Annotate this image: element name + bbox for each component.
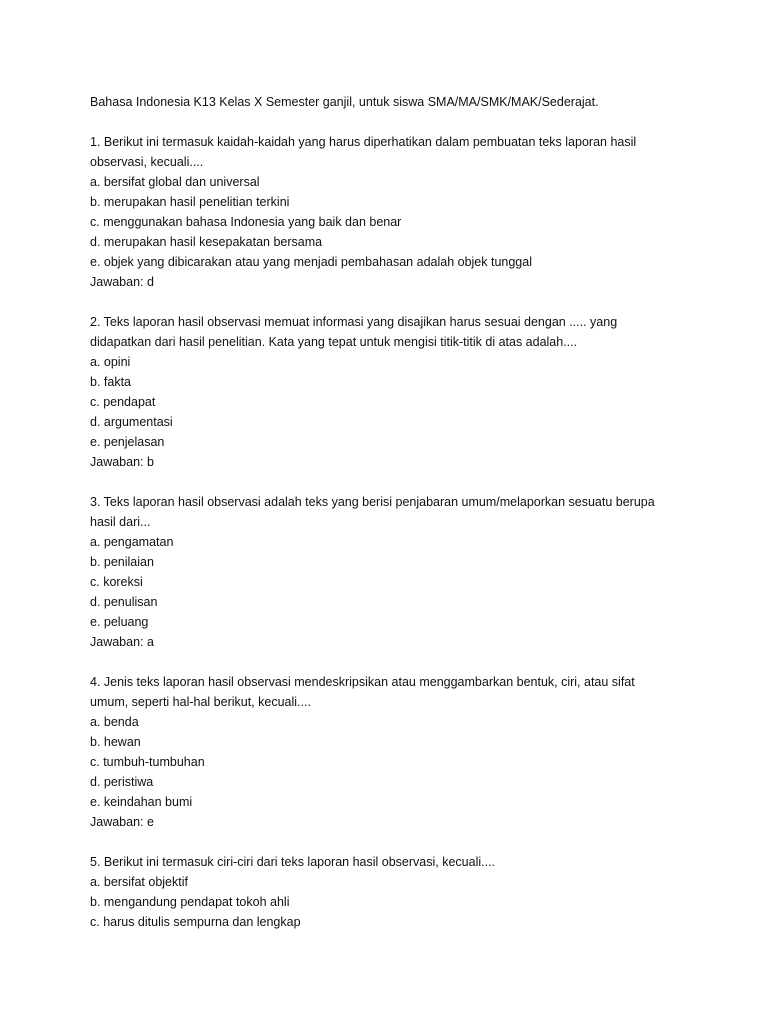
question-text-line: 1. Berikut ini termasuk kaidah-kaidah yang harus diperhatikan dalam pembuatan teks laporan hasil — [90, 135, 637, 149]
option-a: a. pengamatan — [90, 535, 174, 549]
option-c: c. harus ditulis sempurna dan lengkap — [90, 915, 301, 929]
option-d: d. merupakan hasil kesepakatan bersama — [90, 235, 323, 249]
document-header: Bahasa Indonesia K13 Kelas X Semester ganjil, untuk siswa SMA/MA/SMK/MAK/Sederajat. — [90, 95, 599, 109]
question-text-line: umum, seperti hal-hal berikut, kecuali.... — [90, 695, 311, 709]
question-3 — [90, 492, 690, 652]
option-e: e. keindahan bumi — [90, 795, 193, 809]
option-a: a. benda — [90, 715, 139, 729]
question-2 — [90, 312, 690, 472]
question-1 — [90, 132, 690, 292]
option-b: b. hewan — [90, 735, 141, 749]
option-b: b. merupakan hasil penelitian terkini — [90, 195, 290, 209]
question-4 — [90, 672, 690, 832]
question-text-line: 3. Teks laporan hasil observasi adalah teks yang berisi penjabaran umum/melaporkan sesuatu berupa — [90, 495, 655, 509]
option-e: e. penjelasan — [90, 435, 165, 449]
option-a: a. bersifat objektif — [90, 875, 188, 889]
question-text-line: 2. Teks laporan hasil observasi memuat informasi yang disajikan harus sesuai dengan ..... yang — [90, 315, 618, 329]
option-b: b. fakta — [90, 375, 131, 389]
document-page — [90, 92, 690, 932]
question-text-line: didapatkan dari hasil penelitian. Kata yang tepat untuk mengisi titik-titik di atas adalah.... — [90, 335, 578, 349]
option-c: c. tumbuh-tumbuhan — [90, 755, 205, 769]
question-text-line: 4. Jenis teks laporan hasil observasi mendeskripsikan atau menggambarkan bentuk, ciri, atau sifat — [90, 675, 635, 689]
question-text-line: observasi, kecuali.... — [90, 155, 204, 169]
answer-line: Jawaban: a — [90, 635, 154, 649]
option-d: d. peristiwa — [90, 775, 154, 789]
option-d: d. argumentasi — [90, 415, 173, 429]
answer-line: Jawaban: e — [90, 815, 154, 829]
option-b: b. penilaian — [90, 555, 154, 569]
option-e: e. objek yang dibicarakan atau yang menjadi pembahasan adalah objek tunggal — [90, 255, 532, 269]
answer-line: Jawaban: d — [90, 275, 154, 289]
question-5 — [90, 852, 690, 932]
question-text-line: hasil dari... — [90, 515, 151, 529]
option-b: b. mengandung pendapat tokoh ahli — [90, 895, 290, 909]
option-d: d. penulisan — [90, 595, 158, 609]
option-a: a. opini — [90, 355, 131, 369]
option-c: c. menggunakan bahasa Indonesia yang baik dan benar — [90, 215, 402, 229]
option-e: e. peluang — [90, 615, 149, 629]
answer-line: Jawaban: b — [90, 455, 154, 469]
question-text-line: 5. Berikut ini termasuk ciri-ciri dari teks laporan hasil observasi, kecuali.... — [90, 855, 496, 869]
option-c: c. koreksi — [90, 575, 143, 589]
option-c: c. pendapat — [90, 395, 156, 409]
option-a: a. bersifat global dan universal — [90, 175, 260, 189]
